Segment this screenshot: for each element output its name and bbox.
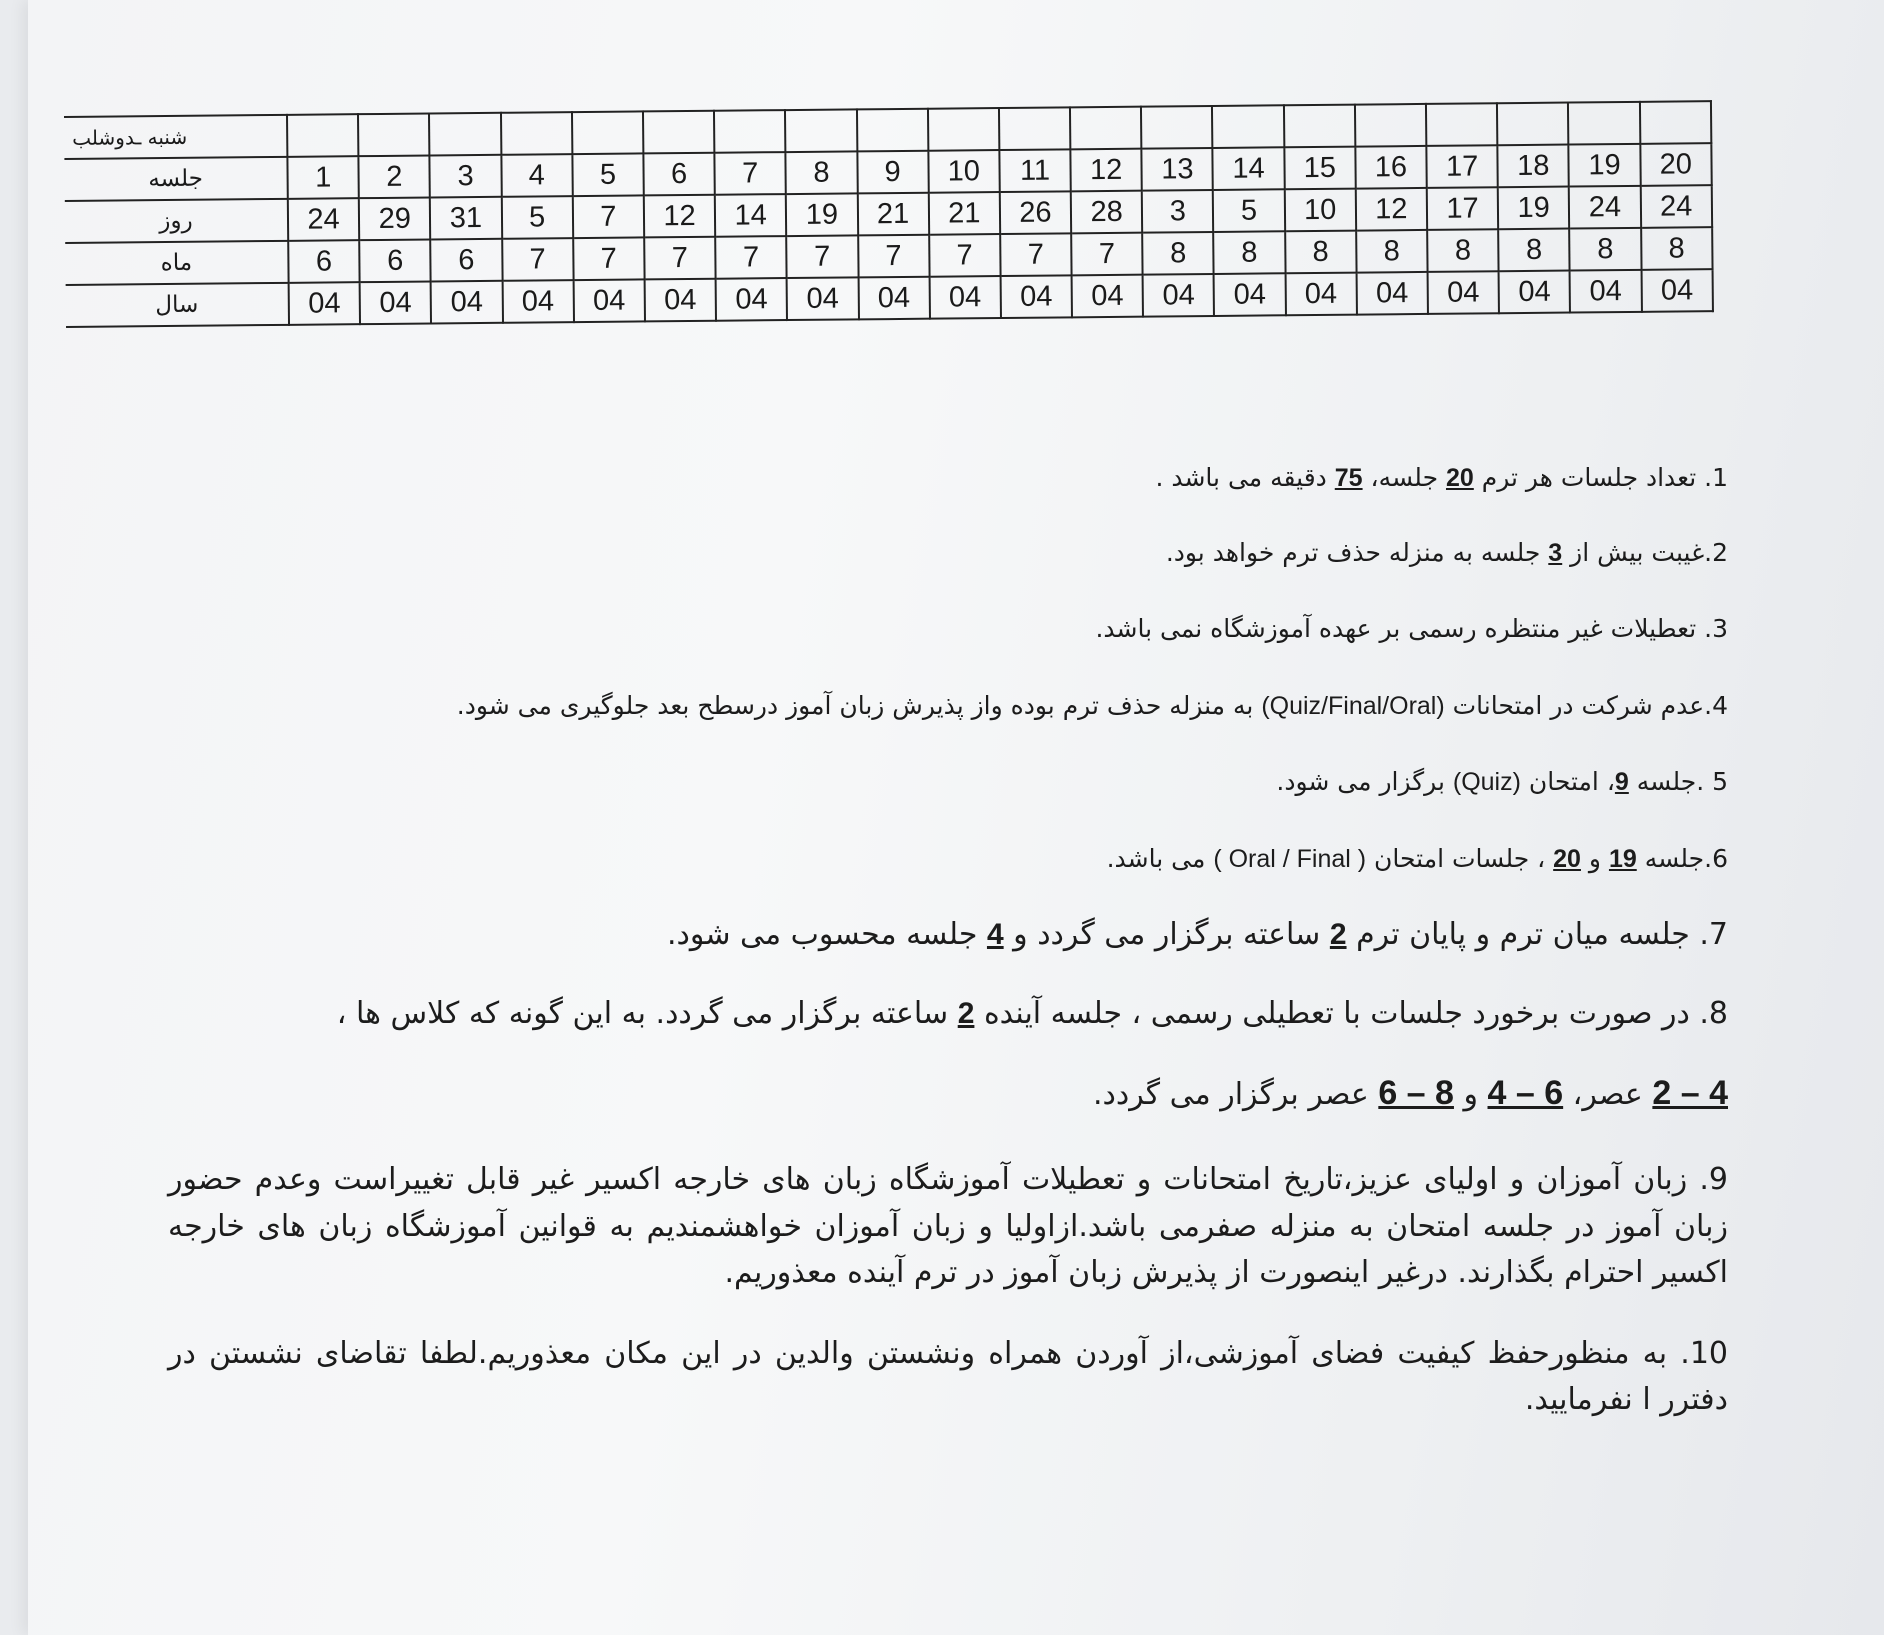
schedule-cell: 14 [1213, 147, 1285, 190]
rule-text: ساعته برگزار می گردد و [1003, 917, 1330, 952]
schedule-cell: 04 [787, 277, 859, 320]
schedule-cell: 3 [1142, 190, 1214, 233]
rule-text: ساعته برگزار می گردد. به این گونه که کلاس ها ، [336, 996, 958, 1031]
schedule-cell: 04 [1285, 273, 1357, 316]
schedule-row-label: سال [66, 283, 289, 327]
schedule-cell: 04 [1072, 275, 1144, 318]
schedule-cell [856, 109, 928, 152]
rule-2 [168, 537, 1728, 570]
schedule-cell: 04 [1499, 271, 1571, 314]
schedule-cell: 24 [1569, 186, 1641, 229]
rule-text: 10. به منظورحفظ کیفیت فضای آموزشی،از آوردن همراه ونشستن والدین در این مکان معذوریم.لطفا تقاضای نشستن در دفترر ا نفرمایید. [168, 1335, 1728, 1418]
schedule-cell: 6 [643, 153, 715, 196]
schedule-cell: 12 [644, 195, 716, 238]
schedule-cell: 15 [1284, 147, 1356, 190]
schedule-cell: 2 [359, 155, 431, 198]
rule-text: ، امتحان [1520, 767, 1615, 796]
rule-number: 4 [986, 918, 1004, 951]
schedule-cell: 1 [287, 156, 359, 199]
schedule-cell: 04 [1570, 270, 1642, 313]
schedule-cell: 5 [572, 153, 644, 196]
schedule-cell: 04 [716, 278, 788, 321]
rule-english: (Quiz) [1452, 768, 1521, 796]
schedule-cell: 5 [501, 196, 573, 239]
schedule-cell: 29 [359, 197, 431, 240]
schedule-cell: 04 [1214, 273, 1286, 316]
schedule-cell [358, 113, 430, 156]
rule-text: 2.غیبت بیش از [1562, 537, 1728, 567]
schedule-cell: 17 [1426, 145, 1498, 188]
rule-text: 5 .جلسه [1628, 767, 1728, 796]
schedule-cell [714, 110, 786, 153]
schedule-cell: 28 [1071, 191, 1143, 234]
schedule-cell: 7 [715, 236, 787, 279]
rule-text: به منزله حذف ترم بوده واز پذیرش زبان آموز درسطح بعد جلوگیری می شود. [456, 690, 1262, 720]
rule-8 [168, 994, 1728, 1033]
schedule-row-label: شنبه ـدوشلب [64, 115, 287, 159]
rule-text: جلسه، [1362, 463, 1446, 492]
rule-7 [168, 915, 1728, 954]
schedule-cell: 19 [1498, 187, 1570, 230]
schedule-cell [1497, 103, 1569, 146]
time-range: 6 – 8 [1378, 1074, 1454, 1112]
rule-number: 20 [1445, 464, 1474, 492]
rule-text: ، جلسات امتحان [1366, 843, 1554, 873]
rule-number: 2 [957, 997, 975, 1030]
schedule-cell: 17 [1427, 187, 1499, 230]
schedule-row-label: ماه [65, 241, 288, 285]
schedule-cell [1141, 106, 1213, 149]
schedule-cell [1284, 105, 1356, 148]
schedule-cell [785, 109, 857, 152]
rule-text: 8. در صورت برخورد جلسات با تعطیلی رسمی ، جلسه آینده [974, 996, 1728, 1031]
rule-number: 2 [1329, 918, 1347, 951]
rule-1 [168, 462, 1728, 495]
schedule-cell [287, 114, 359, 157]
schedule-cell [1212, 105, 1284, 148]
schedule-cell: 6 [431, 239, 503, 282]
schedule-cell: 24 [288, 198, 360, 241]
schedule-cell: 8 [1641, 227, 1713, 270]
rule-text: 9. زبان آموزان و اولیای عزیز،تاریخ امتحانات و تعطیلات آموزشگاه زبان های خارجه اکسیر غیر قابل تغییراست وعدم حضور زبان آموز در جلسه امتحان به منزله صفرمی باشد.ازاولیا و زبان آموزان خواهشمندیم به قوانین آموزشگاه زبان های خارجه اکسیر احترام بگذارند. درغیر اینصورت از پذیرش زبان آموز در ترم آینده معذوریم. [168, 1162, 1728, 1291]
schedule-cell: 04 [1641, 269, 1713, 312]
schedule-cell: 10 [1284, 189, 1356, 232]
schedule-cell: 12 [1356, 188, 1428, 231]
schedule-cell: 8 [1214, 231, 1286, 274]
rule-text: 3. تعطیلات غیر منتظره رسمی بر عهده آموزشگاه نمی باشد. [1095, 614, 1728, 643]
rule-english: ( Oral / Final ) [1213, 844, 1367, 873]
schedule-cell: 3 [430, 155, 502, 198]
schedule-cell: 6 [359, 239, 431, 282]
rule-6 [168, 843, 1728, 876]
rule-4 [168, 690, 1728, 723]
schedule-cell: 20 [1640, 143, 1712, 186]
rule-10 [168, 1331, 1728, 1424]
schedule-cell: 04 [502, 280, 574, 323]
schedule-cell: 6 [288, 240, 360, 283]
schedule-cell: 04 [360, 281, 432, 324]
schedule-cell: 8 [1142, 232, 1214, 275]
schedule-cell: 7 [502, 238, 574, 281]
schedule-cell: 04 [858, 277, 930, 320]
rule-text: جلسه به منزله حذف ترم خواهد بود. [1165, 537, 1549, 567]
schedule-cell [643, 111, 715, 154]
schedule-cell [1568, 102, 1640, 145]
schedule-cell: 04 [1000, 275, 1072, 318]
schedule-cell: 7 [573, 195, 645, 238]
schedule-cell: 19 [786, 193, 858, 236]
rule-number: 20 [1553, 844, 1581, 873]
schedule-cell: 26 [1000, 191, 1072, 234]
rule-english: (Quiz/Final/Oral) [1261, 691, 1445, 720]
rule-number: 75 [1334, 464, 1363, 492]
schedule-cell: 7 [715, 152, 787, 195]
rule-text: و [1453, 1077, 1488, 1112]
schedule-cell: 04 [1143, 274, 1215, 317]
schedule-cell: 7 [858, 235, 930, 278]
schedule-cell: 8 [1285, 231, 1357, 274]
time-range: 4 – 6 [1487, 1074, 1564, 1112]
time-range: 2 – 4 [1652, 1074, 1728, 1112]
schedule-cell: 7 [786, 235, 858, 278]
schedule-cell: 8 [1570, 228, 1642, 271]
rules-list [168, 462, 1728, 1424]
schedule-cell: 18 [1498, 145, 1570, 188]
schedule-cell [928, 108, 1000, 151]
schedule-cell: 4 [501, 154, 573, 197]
schedule-cell: 13 [1142, 148, 1214, 191]
schedule-cell: 5 [1213, 189, 1285, 232]
schedule-cell: 21 [928, 192, 1000, 235]
rule-8-times [168, 1071, 1728, 1115]
schedule-cell: 10 [928, 150, 1000, 193]
rule-number: 9 [1614, 768, 1629, 796]
rule-number: 3 [1548, 538, 1563, 567]
schedule-cell: 11 [999, 149, 1071, 192]
rule-text: و [1580, 843, 1609, 873]
rule-3 [168, 613, 1728, 646]
rule-text: 6.جلسه [1636, 843, 1728, 873]
schedule-row-label: روز [65, 199, 288, 243]
schedule-cell: 16 [1355, 146, 1427, 189]
schedule-cell [501, 112, 573, 155]
schedule-row-label: جلسه [64, 157, 287, 201]
rule-text: می باشد. [1106, 843, 1214, 873]
schedule-cell: 7 [573, 237, 645, 280]
schedule-cell [1355, 104, 1427, 147]
rule-text: عصر، [1563, 1077, 1653, 1112]
schedule-cell [1070, 107, 1142, 150]
rule-9 [168, 1157, 1728, 1297]
schedule-cell: 12 [1070, 149, 1142, 192]
schedule-table [64, 100, 1714, 328]
schedule-cell [1426, 103, 1498, 146]
rule-text: 4.عدم شرکت در امتحانات [1444, 690, 1728, 720]
schedule-cell: 04 [573, 279, 645, 322]
rule-text: 7. جلسه میان ترم و پایان ترم [1346, 917, 1728, 952]
schedule-cell [429, 113, 501, 156]
rule-text: دقیقه می باشد . [1155, 463, 1335, 492]
schedule-cell: 04 [645, 279, 717, 322]
rule-text: جلسه محسوب می شود. [666, 917, 987, 952]
schedule-cell: 8 [1356, 230, 1428, 273]
schedule-cell: 8 [1427, 229, 1499, 272]
schedule-cell: 7 [644, 237, 716, 280]
schedule-cell: 7 [1071, 233, 1143, 276]
schedule-cell [999, 107, 1071, 150]
rule-text: عصر برگزار می گردد. [1092, 1077, 1379, 1112]
schedule-cell: 04 [1356, 272, 1428, 315]
schedule-cell: 8 [786, 151, 858, 194]
rule-text: 1. تعداد جلسات هر ترم [1473, 463, 1728, 492]
schedule-cell [1639, 101, 1711, 144]
schedule-cell: 21 [857, 193, 929, 236]
schedule-cell: 04 [1428, 271, 1500, 314]
rule-number: 19 [1608, 844, 1637, 873]
schedule-cell: 24 [1640, 185, 1712, 228]
schedule-cell: 7 [929, 234, 1001, 277]
schedule-cell: 31 [430, 197, 502, 240]
schedule-table-wrapper [64, 100, 1714, 328]
rule-text: برگزار می شود. [1276, 767, 1453, 796]
schedule-cell: 9 [857, 151, 929, 194]
schedule-cell: 19 [1569, 144, 1641, 187]
rule-5 [168, 766, 1728, 799]
schedule-cell: 14 [715, 194, 787, 237]
schedule-cell: 04 [929, 276, 1001, 319]
schedule-cell: 7 [1000, 233, 1072, 276]
schedule-cell: 04 [289, 282, 361, 325]
schedule-cell: 8 [1498, 229, 1570, 272]
schedule-cell: 04 [431, 281, 503, 324]
schedule-cell [572, 111, 644, 154]
